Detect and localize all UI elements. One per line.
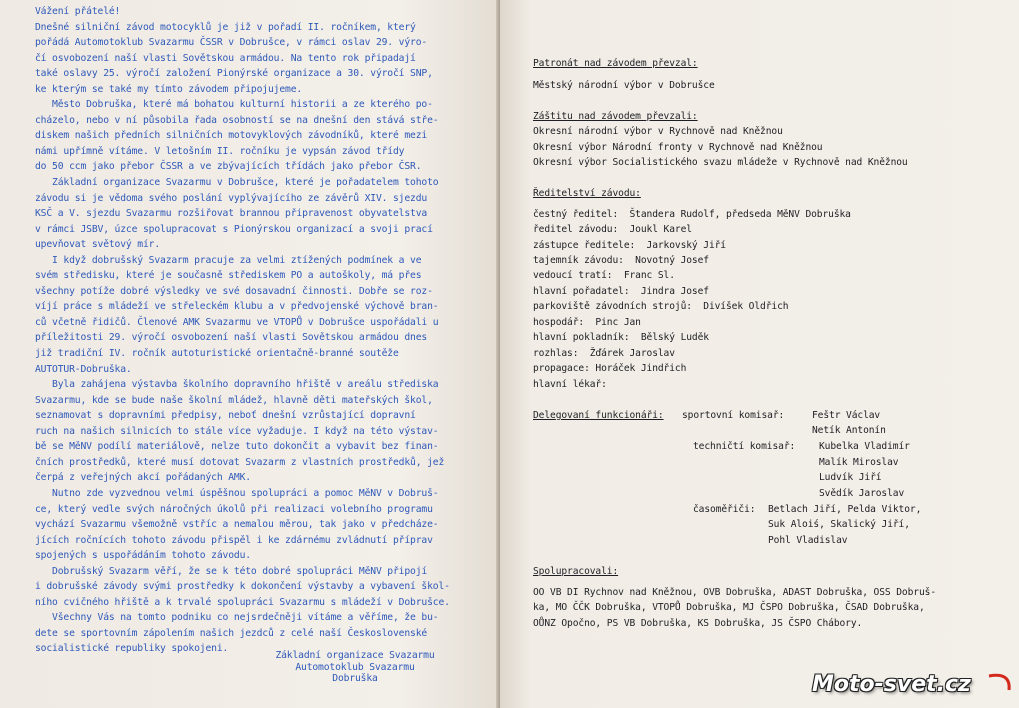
delegovani-heading: Delegovaní funkcionáři: [533,410,664,421]
letter-line: I když dobrušský Svazarm pracuje za velmi ztížených podmínek a ve [35,254,422,266]
swoosh-icon [985,670,1015,700]
casomerici-name: Betlach Jiří, Pelda Viktor, [768,504,922,515]
letter-line: příležitosti 29. výročí osvobození naší vlasti Sovětskou armádou dnes [35,332,428,344]
reditelstvi-line: parkoviště závodních strojů: Divíšek Oldřich [533,301,789,312]
left-page [0,0,500,708]
technicti-name: Kubelka Vladimír [819,441,910,452]
letter-line: Dobrušský Svazarm věří, že se k této dobré spolupráci MěNV připojí [35,565,428,577]
letter-line: cházelo, nebo v ní působila řada osobností se na dnešní den stává stře- [35,114,439,126]
reditelstvi-line: hlavní lékař: [533,379,607,390]
technicti-name: Svědík Jaroslav [819,488,905,499]
zastita-line: Okresní národní výbor v Rychnově nad Kněžnou [533,126,783,137]
letter-line: Svazarmu, kde se bude naše školní mládež, hlavně děti mateřských škol, [35,394,433,406]
letter-line: Byla zahájena výstavba školního dopravního hřiště v areálu střediska [35,379,439,391]
reditelstvi-line: hlavní pořadatel: Jindra Josef [533,286,709,297]
reditelstvi-line: propagace: Horáček Jindřich [533,363,687,374]
letter-line: ruch na našich silnicích to stále více vyžaduje. I když na této výstav- [35,425,439,437]
welcome-letter [35,4,493,657]
letter-line: pořádá Automotoklub Svazarmu ČSSR v Dobrušce, v rámci oslav 29. výro- [35,37,428,49]
technicti-label: techničtí komisař: [693,441,796,452]
letter-line: svém středisku, které je současně střediskem PO a autoškoly, má přes [35,270,422,282]
spolupracovali-heading: Spolupracovali: [533,566,619,577]
zastita-heading: Záštitu nad závodem převzali: [533,111,698,122]
patronat-heading: Patronát nad závodem převzal: [533,58,698,69]
reditelstvi-line: rozhlas: Žďárek Jaroslav [533,348,675,359]
letter-line: víjí práce s mládeží ve střeleckém klubu a v předvojenské výchově bran- [35,301,439,313]
site-watermark: Moto-svet.cz [812,672,971,697]
letter-line: všechny potíže dobré výsledky ve své dosavadní činnosti. Dobře se roz- [35,285,433,297]
casomerici-label: časoměřiči: [693,504,756,515]
casomerici-name: Pohl Vladislav [768,535,848,546]
letter-line: jících ročnících tohoto závodu přispěl i ke zdárnému zvládnutí příprav [35,534,433,546]
reditelstvi-line: hlavní pokladník: Bělský Luděk [533,332,709,343]
signature-line: Automotoklub Svazarmu [295,661,415,673]
letter-line: socialistické republiky spokojeni. [35,643,229,655]
spolupracovali-line: OŮNZ Opočno, PS VB Dobruška, KS Dobruška, JS ČSPO Chábory. [533,618,863,629]
letter-line: Nutno zde vyzvednou velmi úspěšnou spolupráci a pomoc MěNV v Dobruš- [35,487,439,499]
sportovni-name: Netík Antonín [812,425,886,436]
reditelstvi-line: vedoucí tratí: Franc Sl. [533,270,675,281]
signature-line: Základní organizace Svazarmu [275,650,435,661]
letter-line: spojených s uspořádáním tohoto závodu. [35,550,251,562]
right-page [500,0,1019,708]
letter-line: ce, který vedle svých náročných úkolů při realizaci volebního programu [35,503,433,515]
letter-line: v rámci JSBV, úzce spolupracovat s Pionýrskou organizací a svoji prací [35,223,433,235]
letter-line: čních prostředků, které musí dotovat Svazarm z vlastních prostředků, jež [35,456,445,468]
zastita-line: Okresní výbor Socialistického svazu mládeže v Rychnově nad Kněžnou [533,157,908,168]
zastita-line: Okresní výbor Národní fronty v Rychnově nad Kněžnou [533,142,823,153]
letter-line: již tradiční IV. ročník autoturistické orientačně-branné soutěže [35,348,399,360]
letter-line: Město Dobruška, které má bohatou kulturní historii a ze kterého po- [35,99,433,111]
reditelstvi-line: zástupce ředitele: Jarkovský Jiří [533,240,726,251]
reditelstvi-line: ředitel závodu: Joukl Karel [533,224,692,235]
letter-line: seznamovat s dopravními předpisy, neboť dnešní vzrůstající dopravní [35,410,416,422]
letter-line: závodu si je vědoma svého poslání vyplývajícího ze závěrů XIV. sjezdu [35,192,428,204]
letter-line: námi upřímně vítáme. V letošním II. ročníku je vypsán závod třídy [35,145,405,157]
letter-line: dete se sportovním zápolením našich jezdců z celé naší Československé [35,627,428,639]
letter-line: ního cvičného hřiště a k trvalé spolupráci Svazarmu s mládeží v Dobrušce. [35,596,450,608]
spolupracovali-line: OO VB DI Rychnov nad Kněžnou, OVB Dobruška, ADAST Dobruška, OSS Dobruš- [533,587,936,598]
technicti-name: Ludvík Jiří [819,472,882,483]
letter-line: upevňovat světový mír. [35,239,161,251]
letter-line: do 50 ccm jako přebor ČSSR a ve zbývajících třídách jako přebor ČSR. [35,161,422,173]
letter-line: AUTOTUR-Dobruška. [35,363,132,375]
letter-signature [250,650,460,685]
letter-line: Dnešné silniční závod motocyklů je již v pořadí II. ročníkem, který [35,21,416,33]
letter-line: i dobrušské závody svými prostředky k dokončení výstavby a vybavení škol- [35,581,450,593]
signature-line: Dobruška [332,673,378,684]
casomerici-name: Suk Aloiś, Skalický Jiří, [768,519,910,530]
letter-line: Všechny Vás na tomto podniku co nejsrdečněji vítáme a věříme, že bu- [35,612,439,624]
letter-line: ke kterým se také my tímto závodem připojujeme. [35,83,303,95]
sportovni-name: Feštr Václav [812,410,881,421]
letter-line: čí osvobození naší vlasti Sovětskou armádou. Na tento rok připadají [35,52,416,64]
letter-line: ců včetně řidičů. Členové AMK Svazarmu ve VTOPŮ v Dobrušce uspořádali u [35,316,439,328]
letter-line: diskem našich předních silničních motovyklových závodníků, které mezi [35,130,428,142]
sportovni-label: sportovní komisař: [682,410,785,421]
letter-line: čerpá z veřejných akcí pořádaných AMK. [35,472,251,484]
letter-line: Základní organizace Svazarmu v Dobrušce, které je pořadatelem tohoto [35,177,439,189]
patronat-line: Městský národní výbor v Dobrušce [533,80,715,91]
reditelstvi-line: čestný ředitel: Štandera Rudolf, předseda MěNV Dobruška [533,209,851,220]
spolupracovali-line: ka, MO ČČK Dobruška, VTOPŮ Dobruška, MJ ČSPO Dobruška, ČSAD Dobruška, [533,602,925,613]
reditelstvi-line: hospodář: Pinc Jan [533,317,641,328]
technicti-name: Malík Miroslav [819,457,899,468]
letter-line: vychází Svazarmu všemožně vstříc a nemalou měrou, tak jako v předcháze- [35,519,439,531]
letter-line: Vážení přátelé! [35,6,121,17]
reditelstvi-line: tajemník závodu: Novotný Josef [533,255,709,266]
reditelstvi-heading: Ředitelství závodu: [533,188,641,199]
letter-line: KSČ a V. sjezdu Svazarmu rozšiřovat brannou připravenost obyvatelstva [35,208,428,220]
letter-line: také oslavy 25. výročí založení Pionýrské organizace a 30. výročí SNP, [35,68,433,80]
letter-line: bě se MěNV podílí materiálově, nelze tuto dokončit a vybavit bez finan- [35,441,439,453]
